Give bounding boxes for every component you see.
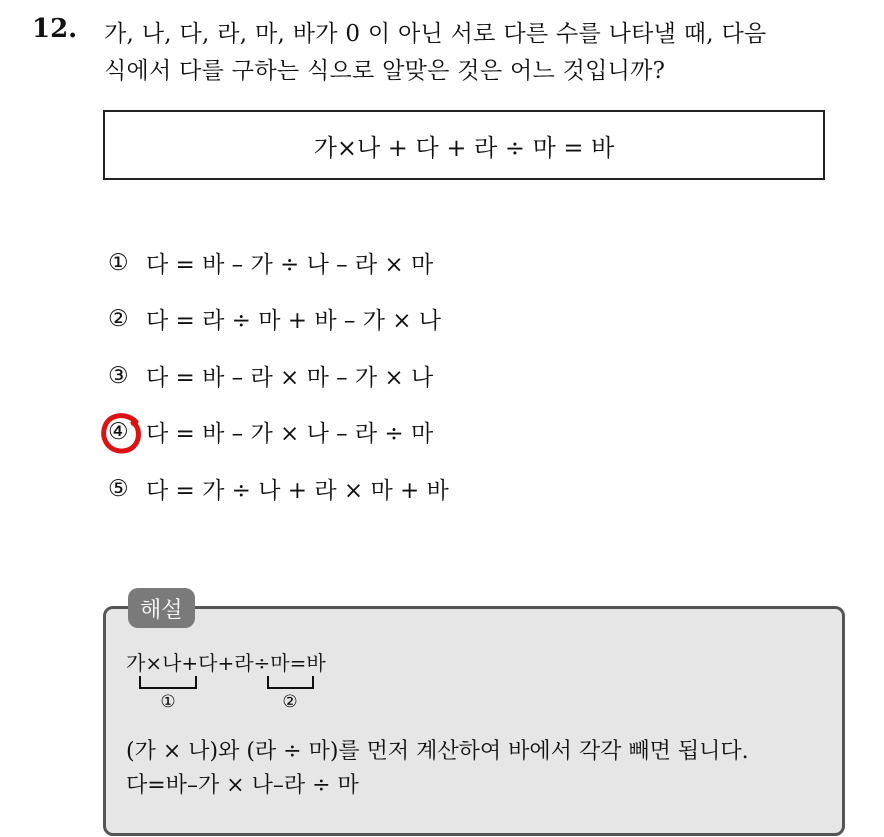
choice-text: 다 = 바 – 라 × 마 – 가 × 나 (146, 365, 434, 391)
choice-text: 다 = 바 – 가 × 나 – 라 ÷ 마 (146, 421, 434, 447)
question-text-line1: 가, 나, 다, 라, 마, 바가 0 이 아닌 서로 다른 수를 나타낼 때, 다음 (104, 21, 767, 47)
bracket-2 (268, 676, 313, 688)
choice-text: 다 = 라 ÷ 마 + 바 – 가 × 나 (146, 308, 442, 334)
solution-answer: 다=바–가 × 나–라 ÷ 마 (126, 773, 359, 798)
choice-number: ③ (108, 362, 129, 389)
bracket-1-label: ① (160, 692, 176, 712)
choice-number: ⑤ (108, 475, 129, 502)
choice-number: ② (108, 305, 129, 332)
choice-text: 다 = 바 – 가 ÷ 나 – 라 × 마 (146, 252, 434, 278)
question-text-line2: 식에서 다를 구하는 식으로 알맞은 것은 어느 것입니까? (104, 58, 666, 84)
solution-explanation: (가 × 나)와 (라 ÷ 마)를 먼저 계산하여 바에서 각각 빼면 됩니다. (126, 739, 749, 764)
choice-text: 다 = 가 ÷ 나 + 라 × 마 + 바 (146, 478, 449, 504)
solution-equation: 가×나+다+라÷마=바 (126, 651, 326, 675)
choice-number: ① (108, 249, 129, 276)
solution-label: 해설 (128, 588, 195, 628)
question-number: 12. (32, 14, 78, 44)
equation-text: 가×나 + 다 + 라 ÷ 마 = 바 (313, 133, 615, 162)
choice-number: ④ (108, 418, 129, 445)
bracket-2-label: ② (282, 692, 298, 712)
bracket-1 (140, 676, 196, 688)
